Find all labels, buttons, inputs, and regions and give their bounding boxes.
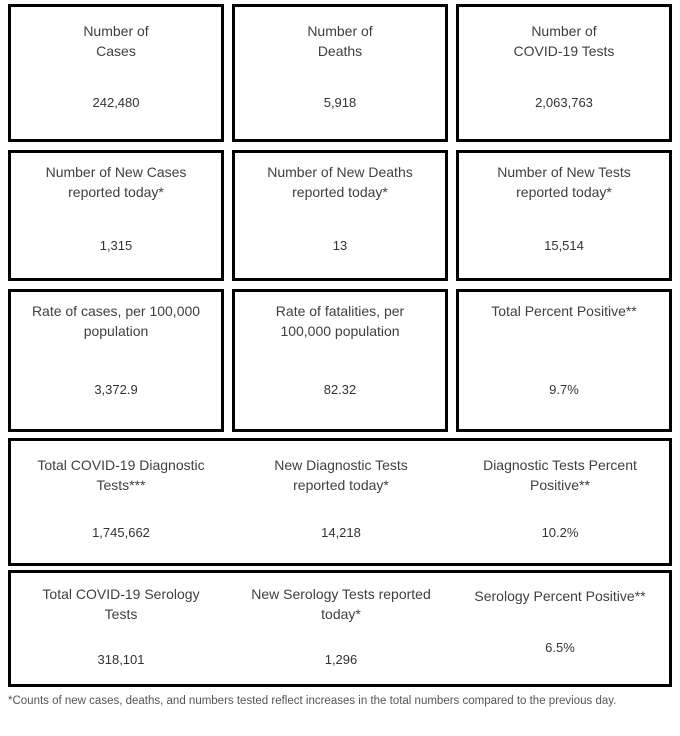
serology-new-tests <box>231 573 451 684</box>
tile-number-of-deaths <box>232 4 448 142</box>
tile-new-tests <box>456 150 672 281</box>
diagnostic-tests-panel <box>8 438 672 566</box>
tile-title: Number of New Deaths reported today* <box>267 164 413 200</box>
serology-total-tests <box>11 573 231 684</box>
tile-value: 6.5% <box>545 640 575 655</box>
tile-value: 2,063,763 <box>535 95 593 110</box>
tile-title: Number of COVID-19 Tests <box>513 23 615 59</box>
tile-title: Rate of cases, per 100,000 population <box>31 303 201 339</box>
diagnostic-new-tests <box>231 441 451 563</box>
tile-title: Total Percent Positive** <box>491 303 637 319</box>
tile-new-deaths <box>232 150 448 281</box>
tile-value: 1,296 <box>324 652 358 667</box>
diagnostic-total-tests <box>11 441 231 563</box>
tile-title: Number of Deaths <box>307 23 373 59</box>
tile-title: Number of New Tests reported today* <box>497 164 631 200</box>
tile-total-percent-positive <box>456 289 672 432</box>
tile-value: 242,480 <box>92 95 140 110</box>
tile-number-of-cases <box>8 4 224 142</box>
tile-value: 13 <box>332 238 348 253</box>
tile-value: 14,218 <box>321 525 361 540</box>
serology-tests-panel <box>8 570 672 687</box>
diagnostic-percent-positive <box>451 441 669 563</box>
tile-title: Total COVID-19 Diagnostic Tests*** <box>37 457 205 493</box>
tile-title: New Diagnostic Tests reported today* <box>274 457 408 493</box>
tile-rate-of-cases <box>8 289 224 432</box>
tile-value: 10.2% <box>541 525 579 540</box>
tile-title: Rate of fatalities, per 100,000 population <box>275 303 405 339</box>
tile-value: 1,745,662 <box>92 525 150 540</box>
tile-title: Total COVID-19 Serology Tests <box>42 586 200 622</box>
tile-value: 15,514 <box>544 238 584 253</box>
tile-new-cases <box>8 150 224 281</box>
tile-value: 82.32 <box>323 382 357 397</box>
tile-title: New Serology Tests reported today* <box>251 586 431 622</box>
tile-value: 318,101 <box>97 652 145 667</box>
tile-number-of-tests <box>456 4 672 142</box>
tile-title: Number of New Cases reported today* <box>45 164 187 200</box>
tile-value: 9.7% <box>549 382 579 397</box>
footnote: *Counts of new cases, deaths, and numbers tested reflect increases in the total numbers compared to the previous day. <box>8 695 617 707</box>
tile-value: 3,372.9 <box>94 382 138 397</box>
tile-title: Serology Percent Positive** <box>474 588 646 604</box>
tile-title: Diagnostic Tests Percent Positive** <box>483 457 637 493</box>
tile-value: 1,315 <box>99 238 133 253</box>
tile-rate-of-fatalities <box>232 289 448 432</box>
tile-value: 5,918 <box>323 95 357 110</box>
tile-title: Number of Cases <box>83 23 149 59</box>
serology-percent-positive <box>451 573 669 684</box>
